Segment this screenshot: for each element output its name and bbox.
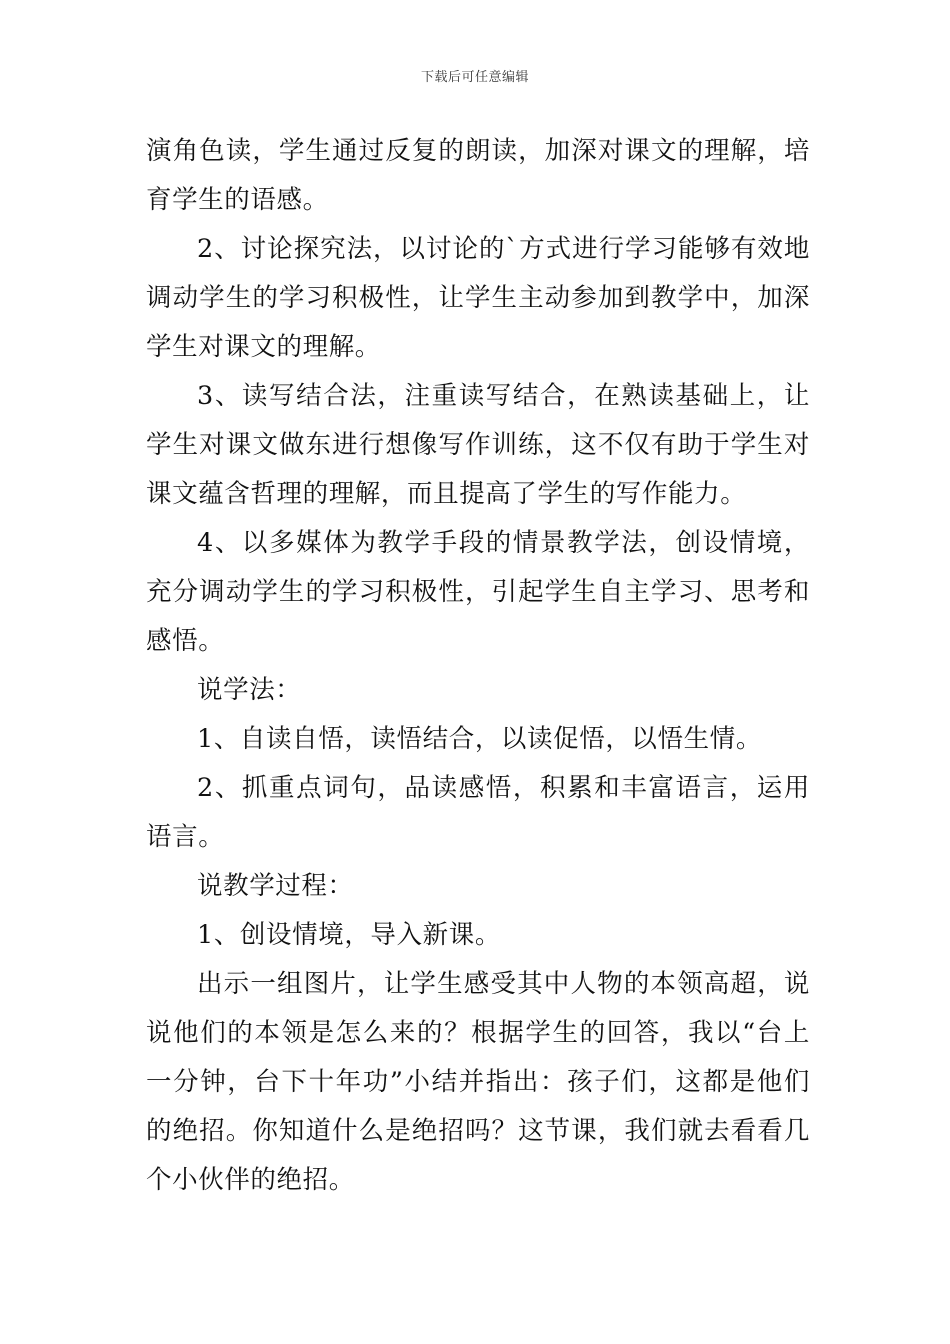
paragraph-method-4: 4、以多媒体为教学手段的情景教学法，创设情境，充分调动学生的学习积极性，引起学生自主学习、思考和感悟。: [146, 528, 810, 656]
page-header: 下载后可任意编辑: [420, 70, 529, 85]
section-heading-teaching-process: 说教学过程：: [197, 871, 354, 901]
paragraph-method-2: 2、讨论探究法，以讨论的`方式进行学习能够有效地调动学生的学习积极性，让学生主动参加到教学中，加深学生对课文的理解。: [146, 234, 810, 362]
document-body: [146, 127, 810, 1205]
paragraph-method-3: 3、读写结合法，注重读写结合，在熟读基础上，让学生对课文做东进行想像写作训练，这不仅有助于学生对课文蕴含哲理的理解，而且提高了学生的写作能力。: [146, 381, 810, 509]
paragraph-continuation: 演角色读，学生通过反复的朗读，加深对课文的理解，培育学生的语感。: [146, 136, 810, 215]
paragraph-process-1: 1、创设情境，导入新课。: [197, 920, 501, 950]
section-heading-learning-method: 说学法：: [197, 675, 302, 705]
paragraph-learning-2: 2、抓重点词句，品读感悟，积累和丰富语言，运用语言。: [146, 773, 810, 852]
paragraph-process-intro: 出示一组图片，让学生感受其中人物的本领高超，说说他们的本领是怎么来的？根据学生的回答，我以“台上一分钟，台下十年功”小结并指出：孩子们，这都是他们的绝招。你知道什么是绝招吗？这节课，我们就去看看几个小伙伴的绝招。: [146, 969, 810, 1195]
paragraph-learning-1: 1、自读自悟，读悟结合，以读促悟，以悟生情。: [197, 724, 762, 754]
